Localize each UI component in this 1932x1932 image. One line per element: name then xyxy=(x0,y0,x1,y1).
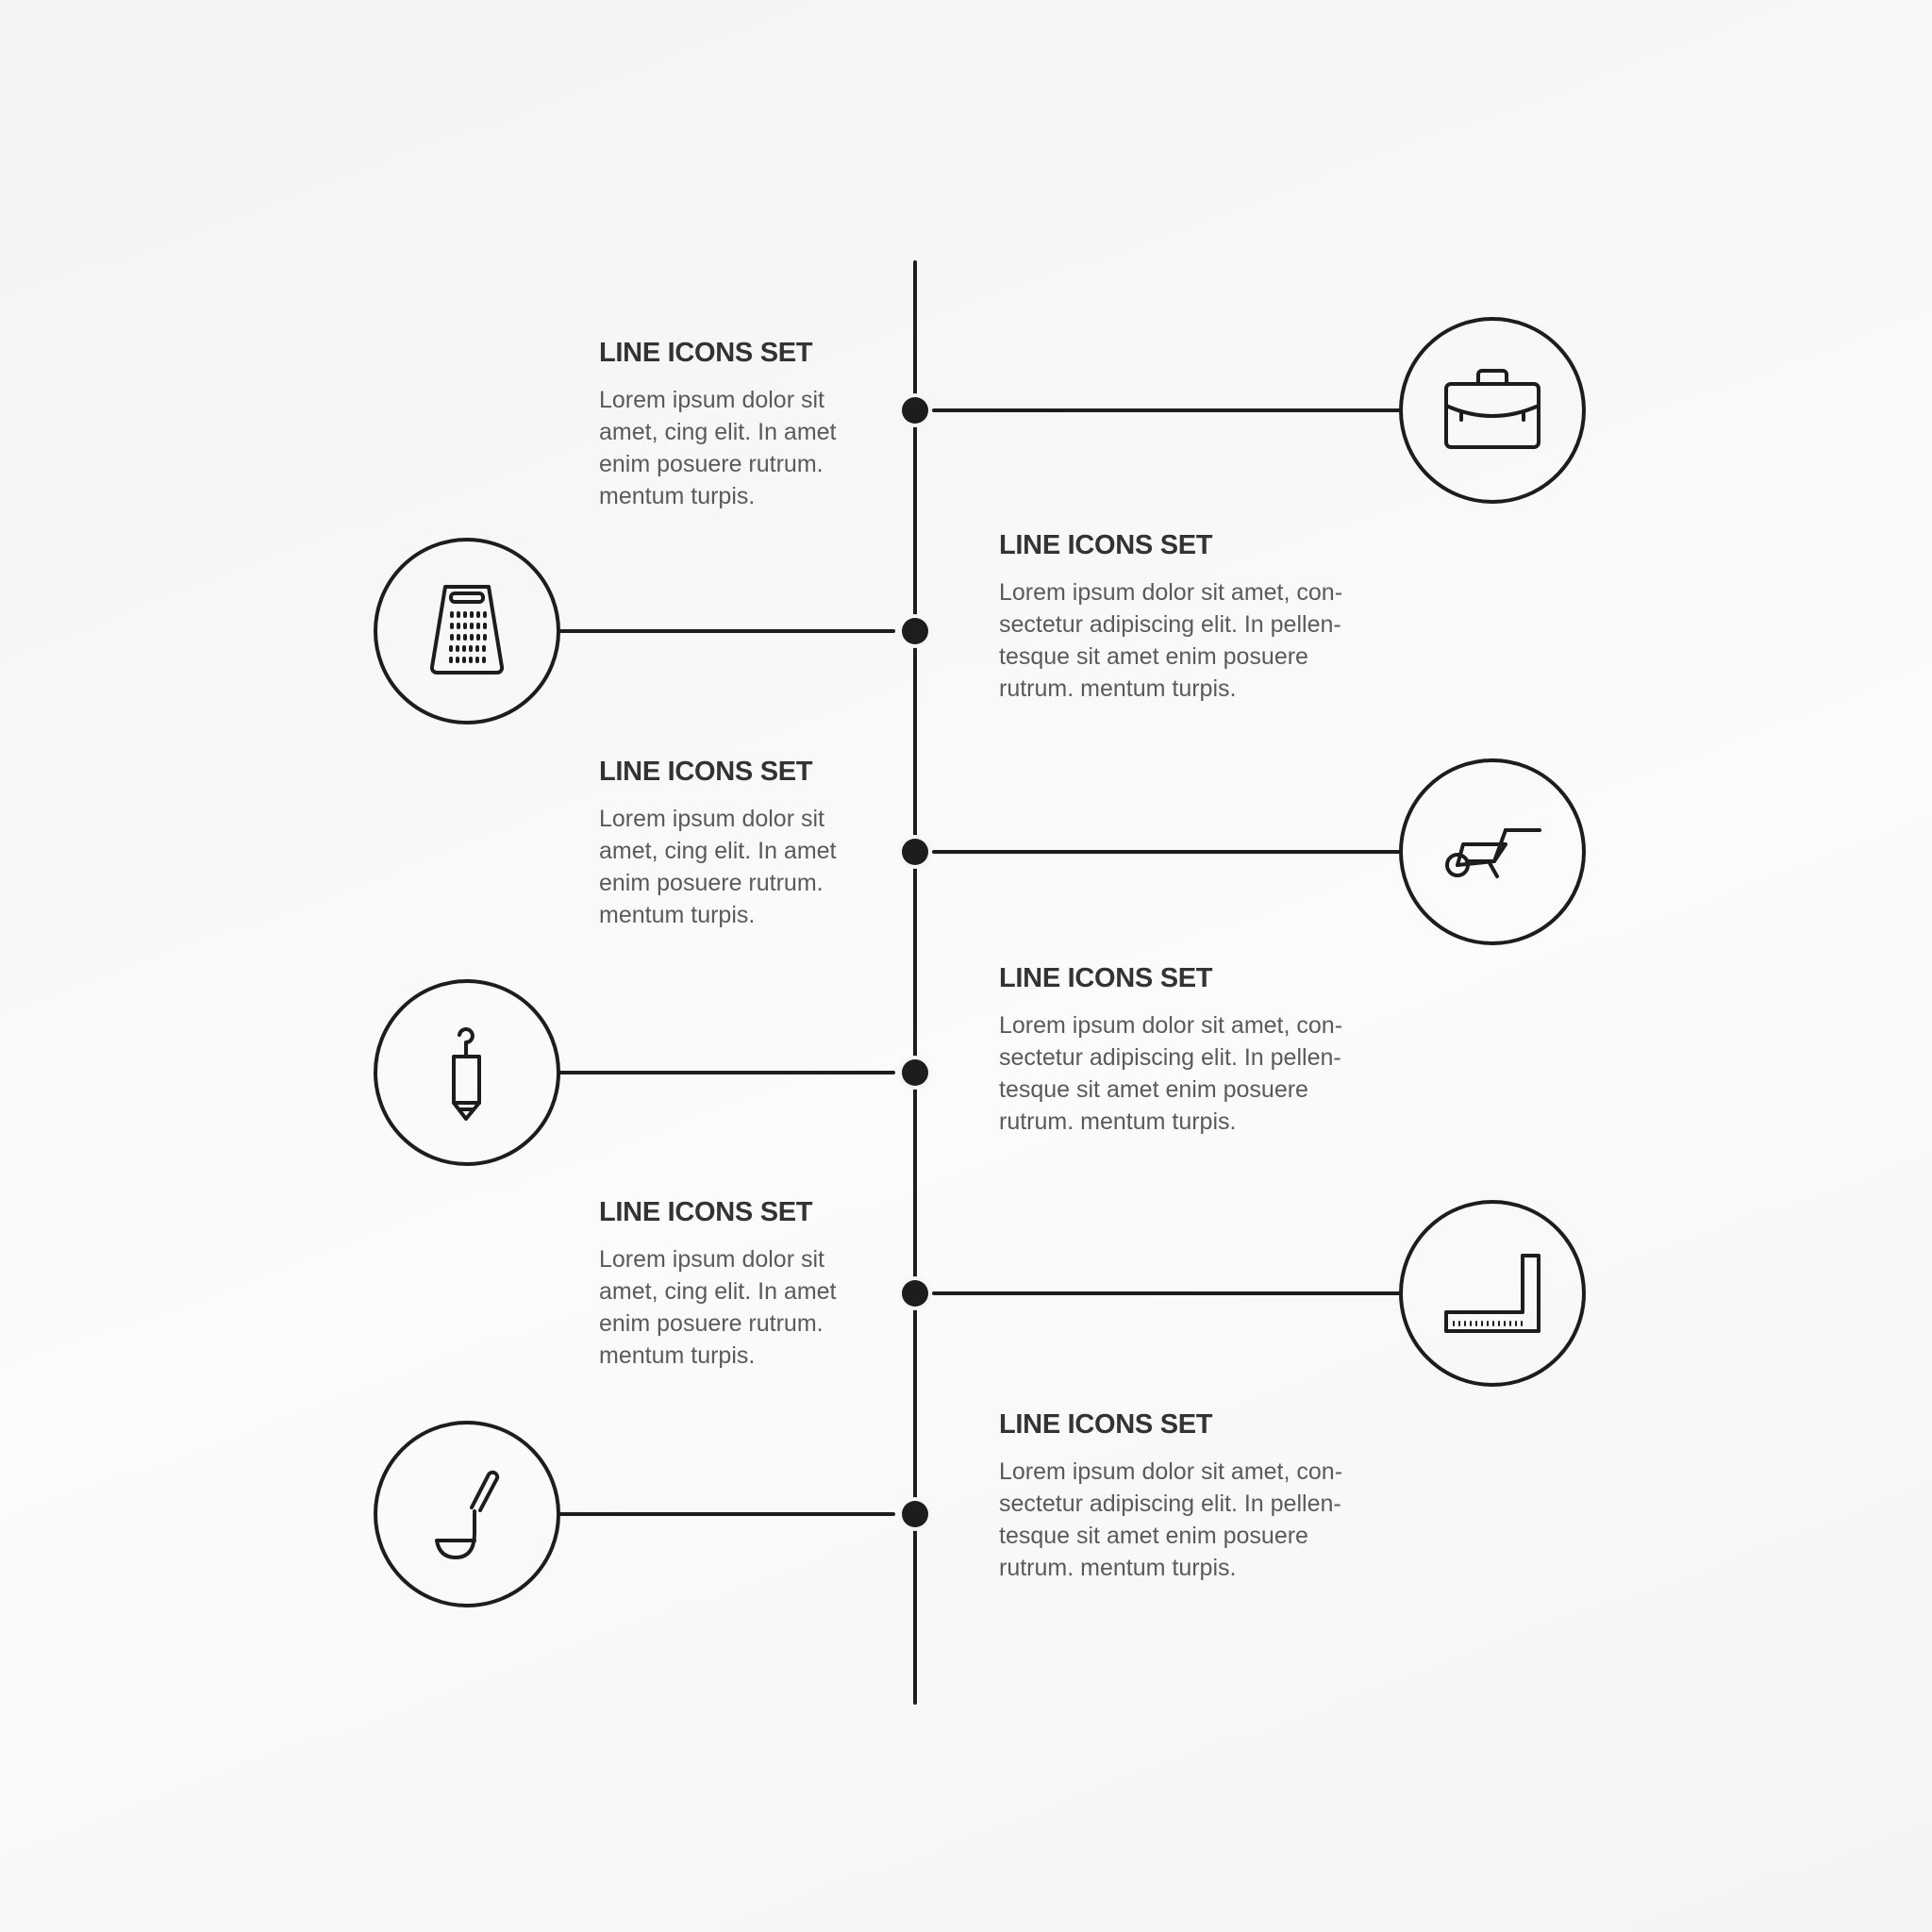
step-5-block xyxy=(599,1199,882,1372)
step-4-text: Lorem ipsum dolor sit amet, con- sectetur adipiscing elit. In pellen- tesque sit amet enim posuere rutrum. mentum turpis. xyxy=(999,1012,1343,1135)
step-1-block xyxy=(599,340,882,512)
step-6-text: Lorem ipsum dolor sit amet, con- sectetur adipiscing elit. In pellen- tesque sit amet enim posuere rutrum. mentum turpis. xyxy=(999,1458,1343,1581)
step-1-title: LINE ICONS SET xyxy=(599,338,813,368)
icon-circle-4 xyxy=(375,981,558,1164)
step-5-text: Lorem ipsum dolor sit amet, cing elit. In amet enim posuere rutrum. mentum turpis. xyxy=(599,1246,837,1369)
briefcase-icon xyxy=(1446,371,1539,447)
step-6-title: LINE ICONS SET xyxy=(999,1409,1213,1440)
step-3-title: LINE ICONS SET xyxy=(599,757,813,787)
step-2-block xyxy=(999,532,1395,705)
icon-circle-6 xyxy=(375,1423,558,1606)
wheelbarrow-icon xyxy=(1447,830,1540,876)
icon-circle-1 xyxy=(1401,319,1584,502)
carpenter-square-icon xyxy=(1446,1256,1539,1331)
step-3-block xyxy=(599,758,882,931)
step-2-text: Lorem ipsum dolor sit amet, con- sectetur adipiscing elit. In pellen- tesque sit amet enim posuere rutrum. mentum turpis. xyxy=(999,579,1343,702)
step-6-block xyxy=(999,1411,1395,1584)
step-1-text: Lorem ipsum dolor sit amet, cing elit. In amet enim posuere rutrum. mentum turpis. xyxy=(599,387,837,509)
step-5-title: LINE ICONS SET xyxy=(599,1197,813,1227)
icon-circle-5 xyxy=(1401,1202,1584,1385)
icon-circle-3 xyxy=(1401,760,1584,943)
icon-circle-2 xyxy=(375,540,558,723)
step-4-title: LINE ICONS SET xyxy=(999,963,1213,993)
plumb-bob-icon xyxy=(454,1029,479,1119)
step-4-block xyxy=(999,965,1395,1138)
grater-icon xyxy=(432,587,502,673)
step-3-text: Lorem ipsum dolor sit amet, cing elit. In amet enim posuere rutrum. mentum turpis. xyxy=(599,806,837,928)
ladle-icon xyxy=(437,1473,497,1557)
step-2-title: LINE ICONS SET xyxy=(999,530,1213,560)
